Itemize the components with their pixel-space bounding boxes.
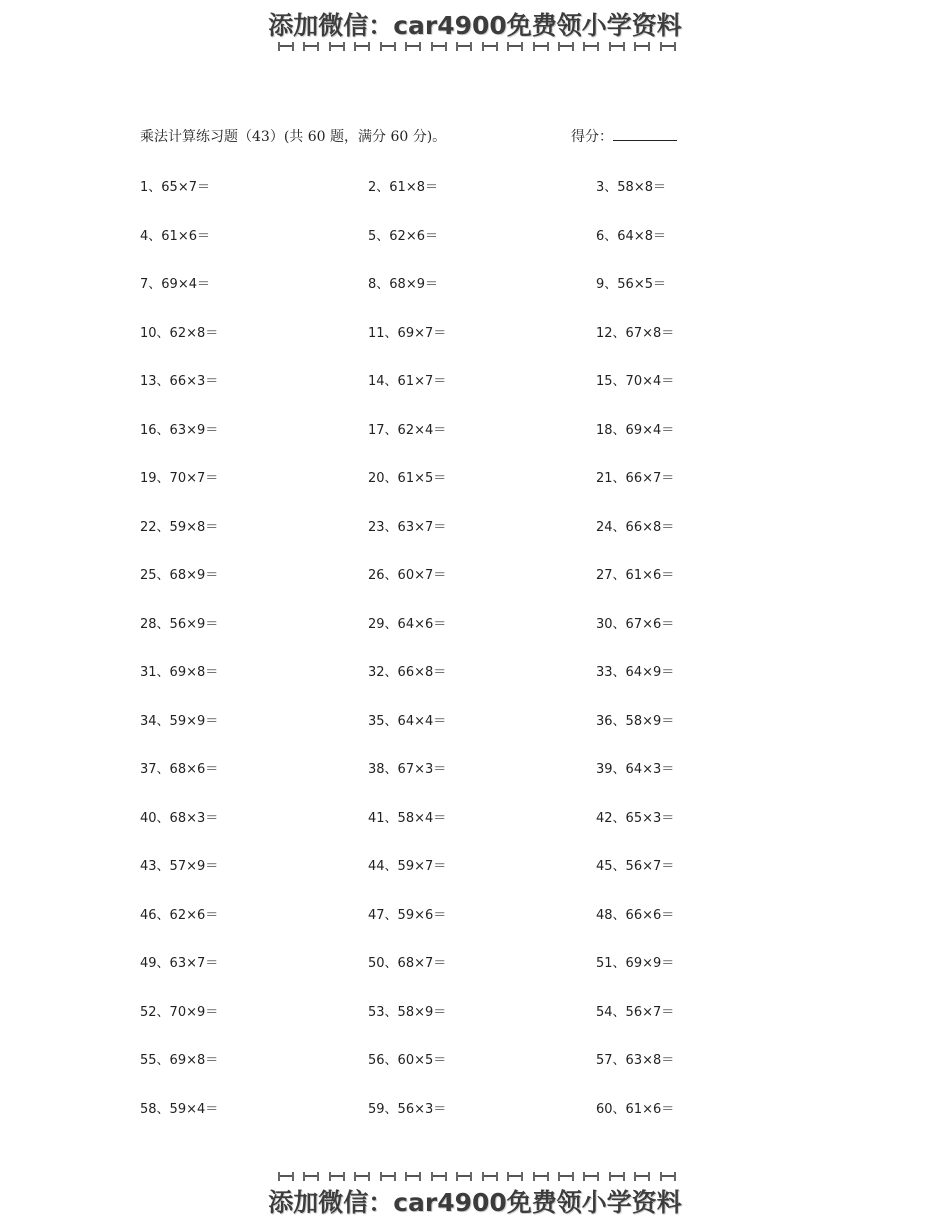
worksheet-header xyxy=(140,126,677,148)
clipped-glyph xyxy=(507,42,523,51)
problem-item: 22、59×8＝ xyxy=(140,519,219,535)
clipped-glyph xyxy=(329,1172,345,1181)
problem-item: 37、68×6＝ xyxy=(140,762,219,777)
clipped-glyph xyxy=(431,1172,447,1181)
clipped-glyph xyxy=(354,1172,370,1181)
problem-row xyxy=(140,370,680,419)
problem-item: 60、61×6＝ xyxy=(596,1101,675,1117)
problem-item: 18、69×4＝ xyxy=(596,422,675,438)
problem-item: 31、69×8＝ xyxy=(140,665,219,680)
problem-row xyxy=(140,807,680,856)
clipped-glyph xyxy=(354,42,370,51)
problem-item: 7、69×4＝ xyxy=(140,277,210,292)
problem-item: 39、64×3＝ xyxy=(596,762,675,777)
problem-item: 59、56×3＝ xyxy=(368,1101,447,1117)
clipped-glyph xyxy=(380,1172,396,1181)
problem-item: 47、59×6＝ xyxy=(368,907,447,923)
watermark-bottom: 添加微信：car4900免费领小学资料 xyxy=(268,1188,682,1217)
clipped-glyph xyxy=(533,42,549,51)
problem-item: 46、62×6＝ xyxy=(140,907,219,923)
clipped-glyph xyxy=(278,42,294,51)
problem-row xyxy=(140,322,680,371)
score-blank-line xyxy=(613,126,677,141)
watermark-top: 添加微信：car4900免费领小学资料 xyxy=(268,11,682,40)
problem-item: 21、66×7＝ xyxy=(596,471,675,486)
problem-item: 42、65×3＝ xyxy=(596,810,675,826)
problem-item: 49、63×7＝ xyxy=(140,956,219,971)
problem-item: 33、64×9＝ xyxy=(596,665,675,680)
problem-item: 58、59×4＝ xyxy=(140,1101,219,1117)
problem-item: 51、69×9＝ xyxy=(596,956,675,971)
problem-item: 10、62×8＝ xyxy=(140,325,219,341)
problem-item: 26、60×7＝ xyxy=(368,568,447,583)
problem-item: 25、68×9＝ xyxy=(140,568,219,583)
clipped-glyph xyxy=(634,1172,650,1181)
problem-row xyxy=(140,225,680,274)
problem-item: 1、65×7＝ xyxy=(140,180,210,195)
problem-item: 43、57×9＝ xyxy=(140,859,219,874)
problem-row xyxy=(140,661,680,710)
clipped-glyph xyxy=(533,1172,549,1181)
clipped-glyph xyxy=(329,42,345,51)
clipped-glyph xyxy=(405,1172,421,1181)
problem-row xyxy=(140,758,680,807)
problem-row xyxy=(140,419,680,468)
problem-row xyxy=(140,176,680,225)
problem-item: 6、64×8＝ xyxy=(596,228,666,244)
problem-item: 24、66×8＝ xyxy=(596,519,675,535)
problem-row xyxy=(140,564,680,613)
problem-item: 8、68×9＝ xyxy=(368,277,438,292)
clipped-glyph xyxy=(583,42,599,51)
clipped-glyph xyxy=(660,42,676,51)
problem-item: 4、61×6＝ xyxy=(140,228,210,244)
problem-item: 20、61×5＝ xyxy=(368,471,447,486)
problem-item: 28、56×9＝ xyxy=(140,616,219,632)
worksheet-title: 乘法计算练习题（43）(共 60 题，满分 60 分)。 xyxy=(140,129,447,145)
clipped-glyph xyxy=(303,1172,319,1181)
clipped-glyph xyxy=(558,1172,574,1181)
problem-item: 44、59×7＝ xyxy=(368,859,447,874)
problem-item: 55、69×8＝ xyxy=(140,1053,219,1068)
score-field xyxy=(571,126,677,146)
clipped-glyph xyxy=(456,42,472,51)
clipped-glyph xyxy=(609,1172,625,1181)
problem-row xyxy=(140,1098,680,1147)
problem-item: 19、70×7＝ xyxy=(140,471,219,486)
problem-item: 50、68×7＝ xyxy=(368,956,447,971)
clipped-glyph xyxy=(558,42,574,51)
problem-row xyxy=(140,855,680,904)
problem-item: 11、69×7＝ xyxy=(368,325,447,341)
problem-row xyxy=(140,904,680,953)
clipped-glyph xyxy=(482,1172,498,1181)
problem-item: 15、70×4＝ xyxy=(596,374,675,389)
problem-item: 9、56×5＝ xyxy=(596,277,666,292)
clipped-glyph xyxy=(634,42,650,51)
problem-item: 5、62×6＝ xyxy=(368,228,438,244)
clipped-glyph xyxy=(482,42,498,51)
problem-row xyxy=(140,516,680,565)
problem-item: 32、66×8＝ xyxy=(368,665,447,680)
problem-item: 34、59×9＝ xyxy=(140,713,219,729)
problem-item: 57、63×8＝ xyxy=(596,1053,675,1068)
problem-item: 56、60×5＝ xyxy=(368,1053,447,1068)
problem-item: 17、62×4＝ xyxy=(368,422,447,438)
clipped-glyph xyxy=(583,1172,599,1181)
problem-item: 38、67×3＝ xyxy=(368,762,447,777)
problem-item: 41、58×4＝ xyxy=(368,810,447,826)
problem-item: 53、58×9＝ xyxy=(368,1004,447,1020)
partially-hidden-text-bottom xyxy=(278,1172,676,1182)
problem-row xyxy=(140,273,680,322)
problem-item: 36、58×9＝ xyxy=(596,713,675,729)
clipped-glyph xyxy=(609,42,625,51)
problem-row xyxy=(140,1001,680,1050)
score-label: 得分： xyxy=(571,129,613,145)
problem-item: 52、70×9＝ xyxy=(140,1004,219,1020)
problem-grid xyxy=(140,176,680,1146)
problem-item: 30、67×6＝ xyxy=(596,616,675,632)
problem-item: 23、63×7＝ xyxy=(368,519,447,535)
clipped-glyph xyxy=(405,42,421,51)
problem-row xyxy=(140,710,680,759)
problem-row xyxy=(140,1049,680,1098)
clipped-glyph xyxy=(278,1172,294,1181)
problem-row xyxy=(140,613,680,662)
problem-item: 14、61×7＝ xyxy=(368,374,447,389)
problem-item: 3、58×8＝ xyxy=(596,180,666,195)
problem-row xyxy=(140,467,680,516)
clipped-glyph xyxy=(303,42,319,51)
problem-item: 40、68×3＝ xyxy=(140,810,219,826)
problem-item: 45、56×7＝ xyxy=(596,859,675,874)
partially-hidden-text-top xyxy=(278,42,676,52)
clipped-glyph xyxy=(507,1172,523,1181)
problem-item: 2、61×8＝ xyxy=(368,180,438,195)
problem-item: 12、67×8＝ xyxy=(596,325,675,341)
problem-item: 35、64×4＝ xyxy=(368,713,447,729)
clipped-glyph xyxy=(456,1172,472,1181)
problem-item: 13、66×3＝ xyxy=(140,374,219,389)
problem-row xyxy=(140,952,680,1001)
clipped-glyph xyxy=(431,42,447,51)
problem-item: 54、56×7＝ xyxy=(596,1004,675,1020)
problem-item: 29、64×6＝ xyxy=(368,616,447,632)
problem-item: 27、61×6＝ xyxy=(596,568,675,583)
problem-item: 16、63×9＝ xyxy=(140,422,219,438)
problem-item: 48、66×6＝ xyxy=(596,907,675,923)
clipped-glyph xyxy=(660,1172,676,1181)
clipped-glyph xyxy=(380,42,396,51)
